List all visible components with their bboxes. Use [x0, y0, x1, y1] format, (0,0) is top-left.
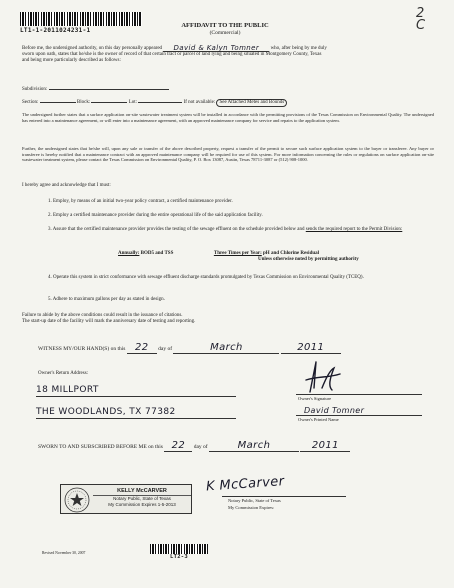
obligation-1-text: Employ, by means of an initial two-year policy contract, a certified maintenance provider. [53, 199, 233, 204]
barcode-bottom-text: LT2-3 [169, 554, 189, 560]
witness-label: WITNESS MY/OUR HAND(S) on this [38, 346, 126, 352]
obligation-5-num: 5. [48, 297, 52, 302]
page-subtitle: (Commercial) [209, 30, 241, 36]
owner-printed-name: David Tomner [296, 406, 422, 416]
sworn-day-of-label: day of [193, 444, 208, 450]
property-fields [22, 85, 434, 107]
obligation-4 [48, 275, 434, 281]
barcode-bars [20, 12, 142, 26]
return-address-line-2: THE WOODLANDS, TX 77382 [36, 406, 236, 419]
sworn-year: 2011 [300, 441, 350, 452]
top-barcode [20, 12, 142, 34]
closing-text [22, 313, 422, 325]
revised-date: Revised November 30, 2007 [42, 551, 86, 555]
obligation-3-num: 3. [48, 227, 52, 232]
obligation-4-num: 4. [48, 275, 52, 280]
obligation-5 [48, 297, 428, 303]
lot-label: Lot: [128, 100, 138, 106]
page-title: AFFIDAVIT TO THE PUBLIC [181, 22, 269, 29]
witness-line [38, 343, 398, 354]
stamp-line-3: My Commission Expires 1-5-2013 [108, 502, 176, 507]
owner-names-handwritten: David & Kalyn Tomner [163, 45, 269, 52]
if-not-available-label: If not available: [183, 100, 216, 106]
three-times-value: pH and Chlorine Residual [263, 251, 320, 256]
sworn-day: 22 [164, 441, 192, 452]
obligation-3-text: Assure that the certified maintenance provider provides the testing of the sewage effluent on the schedule provided below and [52, 227, 305, 232]
owner-signature-line [296, 394, 422, 395]
obligation-3 [48, 227, 432, 233]
notary-commission-label: My Commission Expires: [228, 505, 275, 510]
witness-day: 22 [127, 343, 157, 354]
intro-text-after: who, after being by me duly [270, 46, 327, 51]
notary-signature: K McCarver [205, 474, 285, 495]
notary-public-label: Notary Public, State of Texas [228, 498, 281, 503]
sworn-label: SWORN TO AND SUBSCRIBED BEFORE ME on this [38, 444, 163, 450]
section-field [40, 98, 76, 103]
obligation-2-num: 2. [48, 213, 52, 218]
closing-line-2: The start-up date of the facility will mark the anniversary date of testing and reporting. [22, 319, 196, 325]
subdivision-field [49, 85, 169, 90]
owner-printed-name-label: Owner's Printed Name [298, 417, 339, 422]
bottom-barcode-bars [150, 544, 208, 554]
paragraph-1: The undersigned further states that a surface application on-site wastewater treatment system will be installed in accordance with the permitting provisions of the Texas Commission on Environmental Quality. The undersigned has entered into a maintenance agreement, or will enter into a maintenance agreement, with an approved maintenance company for service and repairs to the application system. [22, 112, 434, 123]
block-label: Block: [76, 100, 91, 106]
stamp-line-2: Notary Public, State of Texas [113, 496, 171, 501]
sworn-month: March [209, 441, 299, 452]
notary-signature-line [222, 496, 346, 497]
notary-seal-icon [64, 487, 90, 513]
obligation-2-text: Employ a certified maintenance provider during the entire operational life of the said application facility. [53, 213, 263, 218]
notary-stamp [60, 484, 192, 514]
lot-field [138, 98, 182, 103]
intro-line2: sworn upon oath, states that he/she is the owner of record of that certain tract or parcel of land lying and being situated in Montgomery County, Texas [22, 52, 322, 57]
obligation-3-link-text: sends the required report to the Permit Division: [305, 227, 403, 232]
subdivision-label: Subdivision: [22, 87, 48, 92]
three-times-label: Three Times per Year: [213, 251, 262, 256]
barcode-top-text: LT1-1-2011024231-1 [20, 27, 91, 34]
annually-value: BOD5 and TSS [140, 251, 174, 256]
witness-day-of-label: day of [158, 346, 173, 352]
metes-bounds-note: See Attached Metes and Bounds [216, 99, 287, 107]
witness-year: 2011 [281, 343, 341, 354]
return-address-label: Owner's Return Address: [38, 371, 89, 376]
obligation-4-text: Operate this system in strict conformance with sewage effluent discharge standards promulgated by Texas Commission on Environmental Quality (TCEQ). [53, 275, 364, 280]
obligation-1 [48, 199, 428, 205]
intro-text-before: Before me, the undersigned authority, on this day personally appeared [22, 46, 163, 51]
corner-mark: 2 C [416, 6, 426, 33]
section-label: Section: [22, 100, 39, 106]
obligation-1-num: 1. [48, 199, 52, 204]
closing-line-1: Failure to abide by the above conditions could result in the issuance of citations. [22, 313, 183, 318]
sworn-line [38, 441, 438, 452]
stamp-notary-name: KELLY McCARVER [93, 488, 191, 496]
agree-intro: I hereby agree and acknowledge that I must: [22, 183, 111, 188]
obligation-5-text: Adhere to maximum gallons per day as stated in design. [52, 297, 165, 302]
bottom-barcode [150, 544, 208, 560]
block-field [91, 98, 127, 103]
return-address-line-1: 18 MILLPORT [36, 384, 236, 397]
witness-month: March [173, 343, 279, 354]
obligation-2 [48, 213, 428, 219]
intro-paragraph [22, 45, 434, 64]
testing-schedule [118, 251, 418, 263]
owner-signature [300, 358, 350, 396]
annually-label: Annually: [118, 251, 140, 256]
paragraph-2: Further, the undersigned states that he/she will, upon any sale or transfer of the above described property, request a transfer of the permit to secure such surface application system to the buyer or transferee. Any buyer or transferee is hereby notified that a maintenance contract with an approved maintenance company will be required for use of this system. For more information concerning the rules or regulations on surface application on-site wastewater treatment system, please contact the Texas Commission on Environmental Quality, P. O. Box 13087, Austin, Texas 78711-3087 or (512) 908-1000. [22, 146, 434, 163]
intro-line3: and being more particularly described as follows: [22, 58, 121, 64]
three-times-note: Unless otherwise noted by permitting authority [258, 257, 359, 263]
owner-signature-label: Owner's Signature [298, 396, 332, 401]
